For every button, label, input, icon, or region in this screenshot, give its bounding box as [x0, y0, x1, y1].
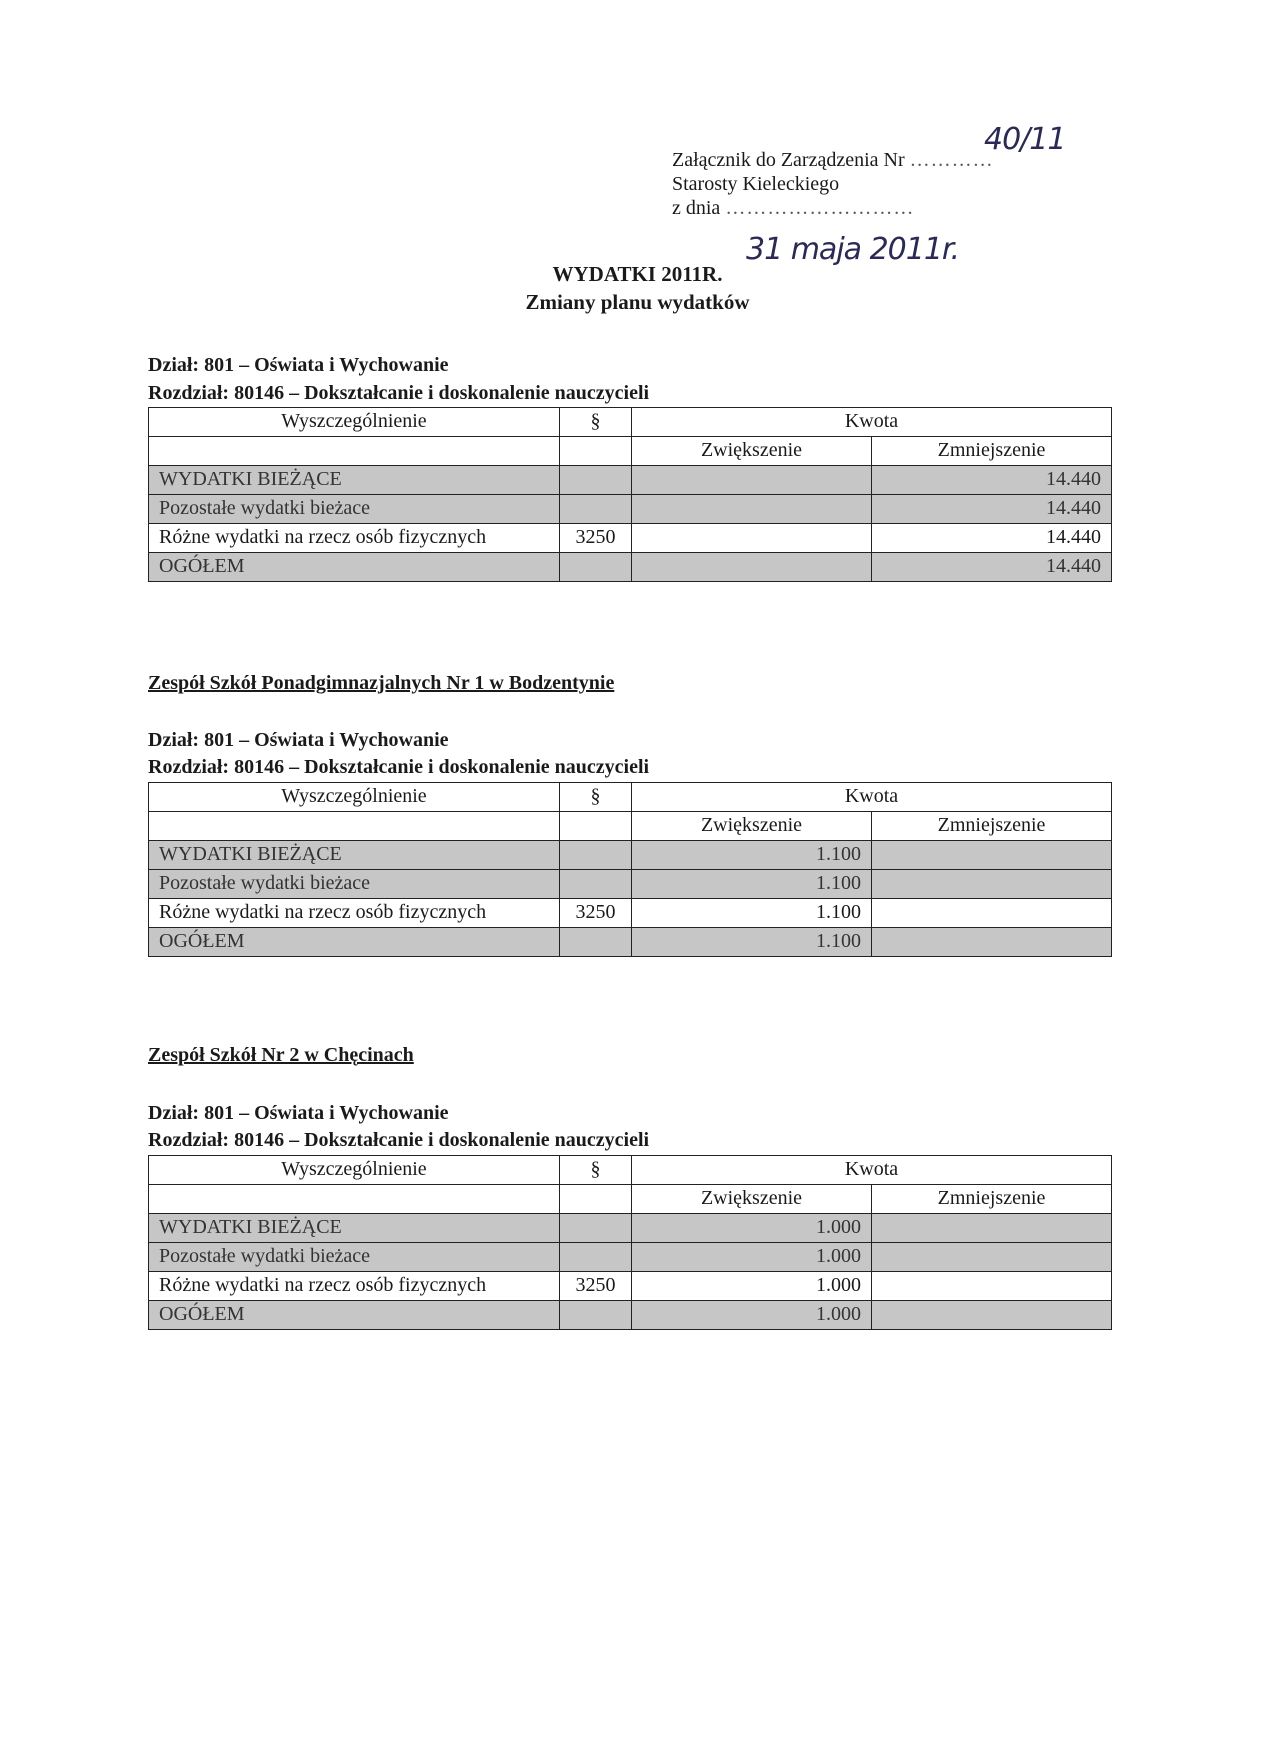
row-zmniejszenie [872, 1272, 1112, 1301]
row-label: OGÓŁEM [149, 553, 560, 582]
row-label: Różne wydatki na rzecz osób fizycznych [149, 1272, 560, 1301]
row-paragraph [560, 928, 632, 957]
header-kwota: Kwota [632, 1156, 1112, 1185]
section-3-heading: Zespół Szkół Nr 2 w Chęcinach [148, 1044, 414, 1066]
handwritten-date: 31 maja 2011r. [746, 232, 960, 267]
row-label: Pozostałe wydatki bieżace [149, 870, 560, 899]
row-zmniejszenie [872, 899, 1112, 928]
row-zwiekszenie [632, 466, 872, 495]
table-subheader-row [149, 812, 1112, 841]
row-zwiekszenie: 1.000 [632, 1272, 872, 1301]
table-row [149, 870, 1112, 899]
row-zwiekszenie [632, 495, 872, 524]
row-zmniejszenie: 14.440 [872, 553, 1112, 582]
table-subheader-row [149, 437, 1112, 466]
annex-line-1-text: Załącznik do Zarządzenia Nr [672, 149, 905, 171]
row-zwiekszenie [632, 553, 872, 582]
row-zmniejszenie [872, 1243, 1112, 1272]
table-row-total [149, 1301, 1112, 1330]
row-paragraph [560, 553, 632, 582]
empty-cell [149, 437, 560, 466]
header-zmniejszenie: Zmniejszenie [872, 437, 1112, 466]
annex-line-3-dots: ……………………… [725, 197, 915, 219]
row-paragraph [560, 1214, 632, 1243]
section-1-table [148, 407, 1112, 582]
table-header-row [149, 408, 1112, 437]
header-wyszczegolnienie: Wyszczególnienie [149, 408, 560, 437]
row-label: Pozostałe wydatki bieżace [149, 495, 560, 524]
table-row [149, 524, 1112, 553]
row-zwiekszenie: 1.100 [632, 841, 872, 870]
annex-line-2-text: Starosty Kieleckiego [672, 173, 840, 195]
header-wyszczegolnienie: Wyszczególnienie [149, 1156, 560, 1185]
section-3-dzial: Dział: 801 – Oświata i Wychowanie [148, 1102, 449, 1124]
header-zwiekszenie: Zwiększenie [632, 812, 872, 841]
row-label: OGÓŁEM [149, 1301, 560, 1330]
row-label: OGÓŁEM [149, 928, 560, 957]
table-row [149, 495, 1112, 524]
row-paragraph: 3250 [560, 899, 632, 928]
row-paragraph [560, 495, 632, 524]
row-label: Pozostałe wydatki bieżace [149, 1243, 560, 1272]
section-2-heading: Zespół Szkół Ponadgimnazjalnych Nr 1 w Bodzentynie [148, 672, 615, 694]
annex-line-3-text: z dnia [672, 197, 721, 219]
empty-cell [149, 1185, 560, 1214]
table-row-total [149, 553, 1112, 582]
table-header-row [149, 783, 1112, 812]
row-zmniejszenie: 14.440 [872, 495, 1112, 524]
row-zwiekszenie: 1.100 [632, 870, 872, 899]
section-2-table [148, 782, 1112, 957]
annex-line-2 [672, 172, 994, 196]
annex-line-1 [672, 122, 1066, 172]
row-paragraph [560, 841, 632, 870]
header-paragraph: § [560, 1156, 632, 1185]
row-paragraph [560, 466, 632, 495]
document-title: WYDATKI 2011R. [552, 262, 723, 286]
empty-cell [560, 437, 632, 466]
header-zwiekszenie: Zwiększenie [632, 1185, 872, 1214]
row-paragraph [560, 1243, 632, 1272]
row-paragraph [560, 870, 632, 899]
section-2-rozdzial: Rozdział: 80146 – Dokształcanie i doskonalenie nauczycieli [148, 756, 650, 778]
header-zmniejszenie: Zmniejszenie [872, 812, 1112, 841]
table-row [149, 466, 1112, 495]
table-row [149, 1214, 1112, 1243]
empty-cell [149, 812, 560, 841]
table-subheader-row [149, 1185, 1112, 1214]
section-3-table [148, 1155, 1112, 1330]
empty-cell [560, 812, 632, 841]
header-wyszczegolnienie: Wyszczególnienie [149, 783, 560, 812]
handwritten-order-number: 40/11 [984, 122, 1066, 157]
header-paragraph: § [560, 408, 632, 437]
table-header-row [149, 1156, 1112, 1185]
header-zwiekszenie: Zwiększenie [632, 437, 872, 466]
row-zwiekszenie [632, 524, 872, 553]
table-row [149, 841, 1112, 870]
section-3-rozdzial: Rozdział: 80146 – Dokształcanie i doskonalenie nauczycieli [148, 1129, 650, 1151]
row-label: WYDATKI BIEŻĄCE [149, 466, 560, 495]
row-zmniejszenie [872, 841, 1112, 870]
row-zwiekszenie: 1.000 [632, 1243, 872, 1272]
row-label: WYDATKI BIEŻĄCE [149, 1214, 560, 1243]
section-2-dzial: Dział: 801 – Oświata i Wychowanie [148, 729, 449, 751]
row-zwiekszenie: 1.000 [632, 1301, 872, 1330]
row-zmniejszenie [872, 1301, 1112, 1330]
row-zmniejszenie [872, 870, 1112, 899]
row-zmniejszenie [872, 1214, 1112, 1243]
row-zmniejszenie: 14.440 [872, 524, 1112, 553]
annex-line-3 [672, 196, 994, 267]
row-label: Różne wydatki na rzecz osób fizycznych [149, 524, 560, 553]
row-paragraph: 3250 [560, 1272, 632, 1301]
header-paragraph: § [560, 783, 632, 812]
section-1-dzial: Dział: 801 – Oświata i Wychowanie [148, 354, 449, 376]
annex-line-1-dots: ………… [909, 149, 994, 171]
row-zmniejszenie: 14.440 [872, 466, 1112, 495]
header-kwota: Kwota [632, 783, 1112, 812]
header-kwota: Kwota [632, 408, 1112, 437]
section-1-rozdzial: Rozdział: 80146 – Dokształcanie i doskonalenie nauczycieli [148, 382, 650, 404]
table-row [149, 1243, 1112, 1272]
row-zwiekszenie: 1.000 [632, 1214, 872, 1243]
empty-cell [560, 1185, 632, 1214]
row-paragraph: 3250 [560, 524, 632, 553]
table-row-total [149, 928, 1112, 957]
row-zwiekszenie: 1.100 [632, 899, 872, 928]
annex-header [672, 122, 1066, 267]
header-zmniejszenie: Zmniejszenie [872, 1185, 1112, 1214]
table-row [149, 899, 1112, 928]
table-row [149, 1272, 1112, 1301]
row-zmniejszenie [872, 928, 1112, 957]
row-zwiekszenie: 1.100 [632, 928, 872, 957]
document-subtitle: Zmiany planu wydatków [525, 290, 750, 314]
row-paragraph [560, 1301, 632, 1330]
row-label: WYDATKI BIEŻĄCE [149, 841, 560, 870]
row-label: Różne wydatki na rzecz osób fizycznych [149, 899, 560, 928]
